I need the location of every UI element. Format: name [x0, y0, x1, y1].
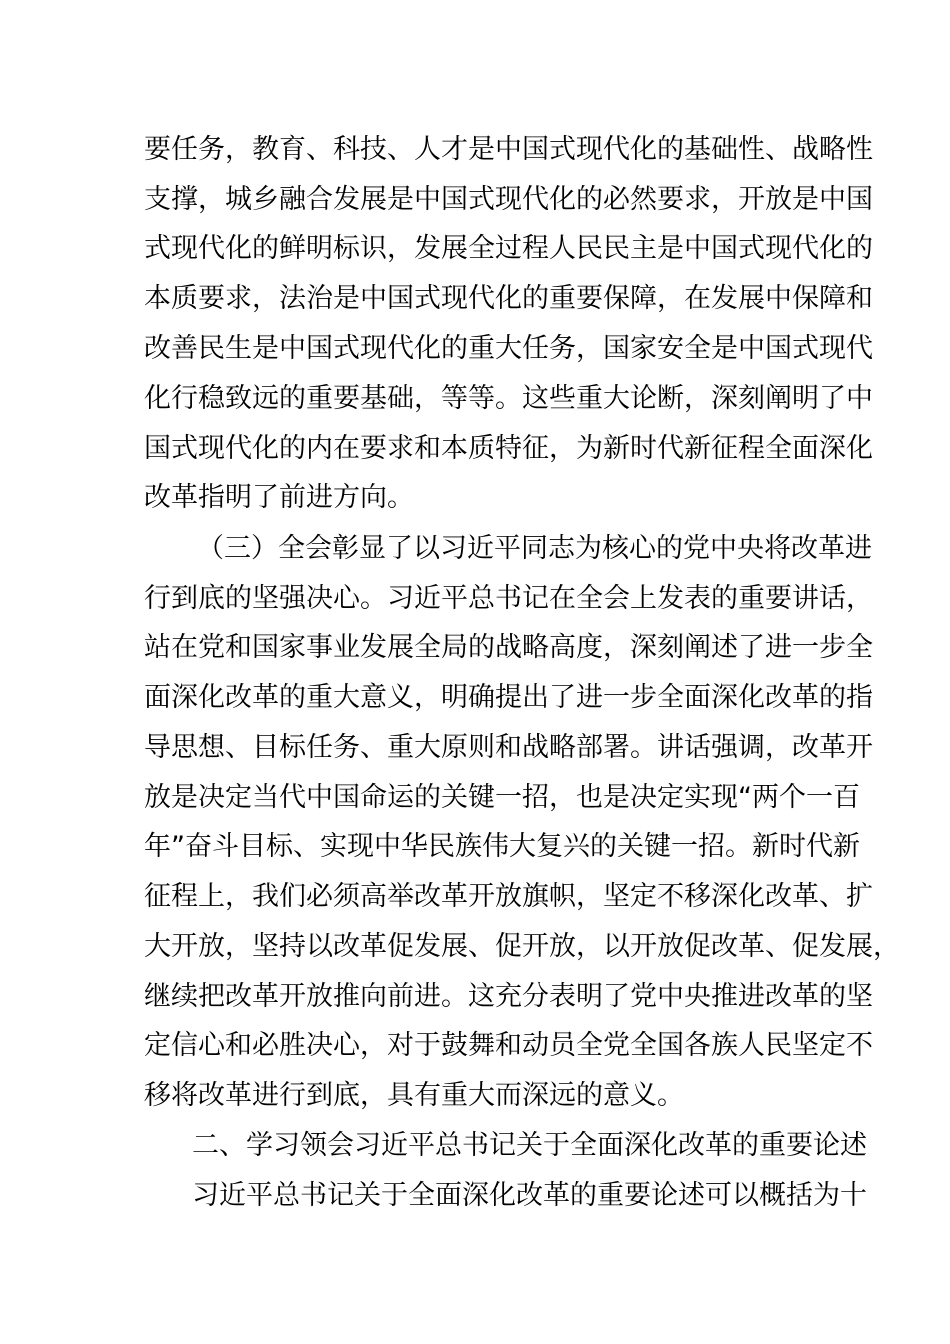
text-line: 式现代化的鲜明标识，发展全过程人民民主是中国式现代化的 — [144, 233, 873, 264]
text-line: 放是决定当代中国命运的关键一招，也是决定实现“两个一百 — [144, 782, 860, 813]
section-heading: 二、学习领会习近平总书记关于全面深化改革的重要论述 — [192, 1130, 867, 1161]
text-line: 继续把改革开放推向前进。这充分表明了党中央推进改革的坚 — [144, 981, 873, 1012]
text-line: 化行稳致远的重要基础，等等。这些重大论断，深刻阐明了中 — [144, 383, 873, 414]
text-line: 大开放，坚持以改革促发展、促开放，以开放促改革、促发展， — [144, 931, 900, 962]
text-line: 改革指明了前进方向。 — [144, 482, 414, 513]
text-line: 国式现代化的内在要求和本质特征，为新时代新征程全面深化 — [144, 433, 873, 464]
text-line: 改善民生是中国式现代化的重大任务，国家安全是中国式现代 — [144, 333, 873, 364]
text-line: 面深化改革的重大意义，明确提出了进一步全面深化改革的指 — [144, 682, 873, 713]
text-line: 要任务，教育、科技、人才是中国式现代化的基础性、战略性 — [144, 134, 873, 165]
paragraph-first-line: 习近平总书记关于全面深化改革的重要论述可以概括为十 — [192, 1180, 867, 1211]
text-line: 定信心和必胜决心，对于鼓舞和动员全党全国各族人民坚定不 — [144, 1030, 873, 1061]
text-line: 导思想、目标任务、重大原则和战略部署。讲话强调，改革开 — [144, 732, 873, 763]
text-line: 征程上，我们必须高举改革开放旗帜，坚定不移深化改革、扩 — [144, 881, 873, 912]
text-line: 移将改革进行到底，具有重大而深远的意义。 — [144, 1080, 684, 1111]
text-line: 年”奋斗目标、实现中华民族伟大复兴的关键一招。新时代新 — [144, 831, 860, 862]
paragraph-first-line: （三）全会彰显了以习近平同志为核心的党中央将改革进 — [197, 533, 872, 564]
text-line: 站在党和国家事业发展全局的战略高度，深刻阐述了进一步全 — [144, 632, 873, 663]
text-line: 行到底的坚强决心。习近平总书记在全会上发表的重要讲话， — [144, 583, 873, 614]
text-line: 支撑，城乡融合发展是中国式现代化的必然要求，开放是中国 — [144, 184, 873, 215]
text-line: 本质要求，法治是中国式现代化的重要保障，在发展中保障和 — [144, 283, 873, 314]
